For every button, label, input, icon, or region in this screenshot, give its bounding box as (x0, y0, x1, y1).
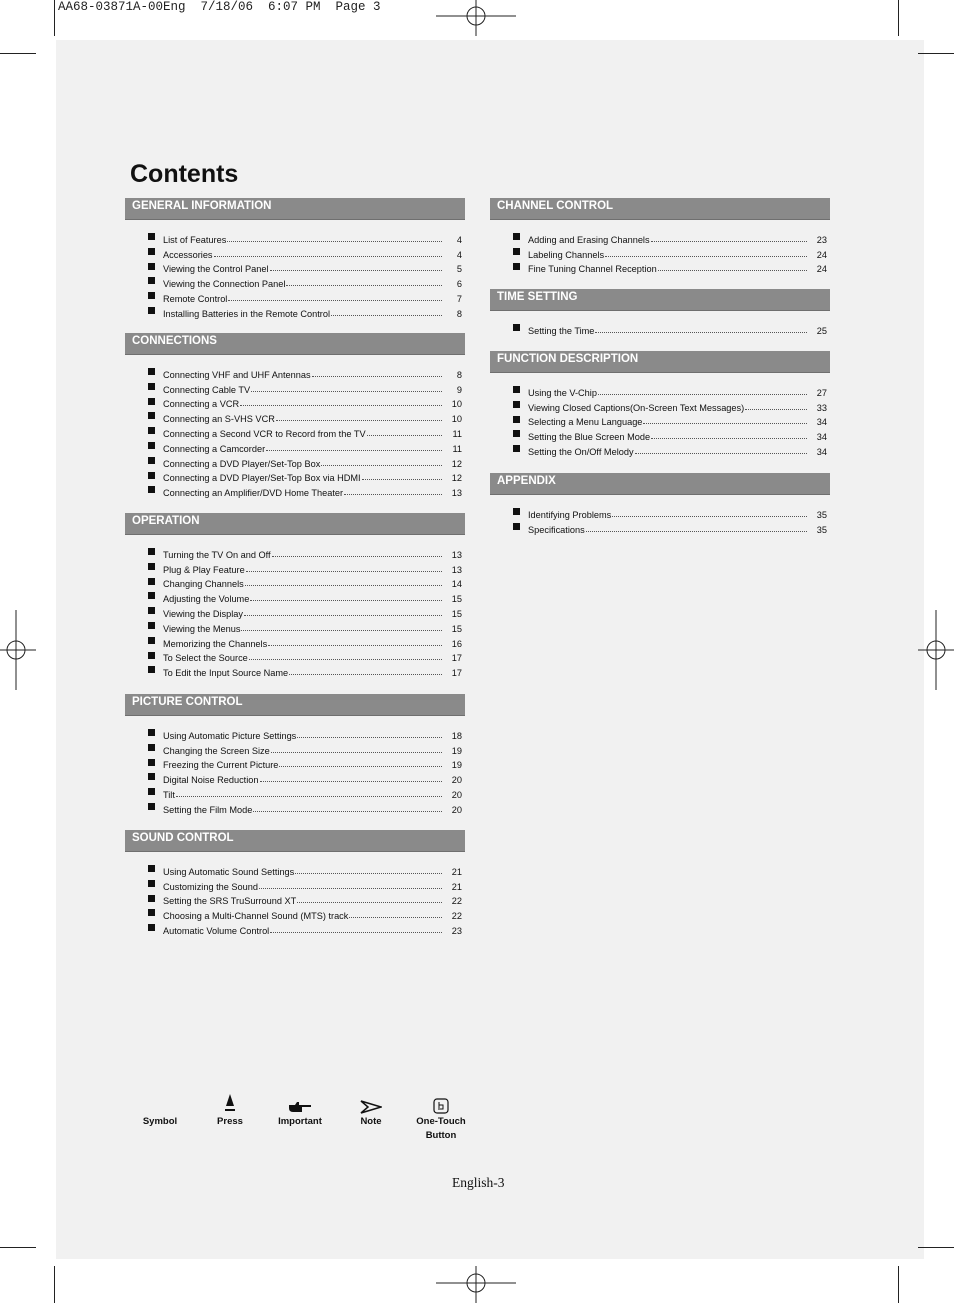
toc-section (490, 473, 830, 535)
toc-entry-page: 4 (456, 249, 462, 260)
toc-entry-page: 19 (451, 745, 462, 756)
toc-entry-page: 7 (456, 293, 462, 304)
dot-leader (249, 659, 442, 660)
dot-leader (240, 405, 442, 406)
dot-leader (241, 630, 442, 631)
dot-leader (651, 438, 807, 439)
toc-list (490, 495, 830, 535)
toc-entry-label: Tilt (163, 789, 175, 800)
toc-entry-label: Adjusting the Volume (163, 594, 250, 605)
toc-section (125, 830, 465, 936)
dot-leader (586, 531, 807, 532)
dot-leader (259, 888, 442, 889)
square-bullet-icon (513, 263, 520, 270)
toc-entry-label: Viewing the Menus (163, 623, 241, 634)
square-bullet-icon (148, 292, 155, 299)
section-heading: SOUND CONTROL (125, 830, 465, 852)
legend-label: Note (360, 1116, 382, 1127)
toc-entry[interactable] (125, 469, 465, 484)
toc-list (490, 220, 830, 274)
arrow-icon (331, 1088, 411, 1114)
toc-entry-label: Connecting a Camcorder (163, 443, 266, 454)
toc-entry[interactable] (125, 545, 465, 560)
dot-leader (595, 332, 807, 333)
toc-entry[interactable] (125, 663, 465, 678)
registration-mark-icon (436, 1266, 516, 1303)
dot-leader (297, 902, 442, 903)
dot-leader (658, 270, 807, 271)
dot-leader (250, 600, 442, 601)
registration-mark-icon (918, 610, 954, 690)
toc-entry[interactable] (125, 424, 465, 439)
toc-entry[interactable] (490, 413, 830, 428)
toc-entry-label: Identifying Problems (528, 509, 612, 520)
toc-entry[interactable] (125, 439, 465, 454)
dot-leader (367, 435, 442, 436)
square-bullet-icon (148, 895, 155, 902)
square-bullet-icon (148, 909, 155, 916)
toc-entry-page: 11 (452, 443, 462, 454)
toc-section (125, 198, 465, 319)
toc-entry[interactable] (125, 289, 465, 304)
toc-entry-label: Using Automatic Picture Settings (163, 730, 297, 741)
square-bullet-icon (148, 729, 155, 736)
toc-entry[interactable] (125, 409, 465, 424)
legend-label: One-Touch (416, 1116, 466, 1127)
toc-entry-label: Selecting a Menu Language (528, 417, 643, 428)
toc-entry[interactable] (490, 383, 830, 398)
toc-entry-label: Setting the Time (528, 325, 595, 336)
dot-leader (321, 465, 442, 466)
toc-entry-label: Remote Control (163, 293, 228, 304)
dot-leader (270, 270, 442, 271)
toc-entry-label: Turning the TV On and Off (163, 549, 271, 560)
toc-entry[interactable] (125, 483, 465, 498)
square-bullet-icon (148, 666, 155, 673)
square-bullet-icon (148, 457, 155, 464)
toc-entry-page: 8 (456, 369, 462, 380)
toc-entry-label: Accessories (163, 249, 213, 260)
section-heading: CONNECTIONS (125, 333, 465, 355)
legend-label: Symbol (142, 1116, 178, 1127)
toc-list (125, 852, 465, 936)
square-bullet-icon (148, 865, 155, 872)
toc-entry[interactable] (125, 230, 465, 245)
toc-entry-page: 21 (451, 881, 462, 892)
square-bullet-icon (148, 307, 155, 314)
toc-entry-label: Connecting an S-VHS VCR (163, 414, 275, 425)
toc-entry-label: Connecting VHF and UHF Antennas (163, 369, 311, 380)
toc-section (490, 351, 830, 457)
crop-mark (54, 0, 55, 36)
dot-leader (279, 766, 442, 767)
toc-entry-page: 22 (451, 911, 462, 922)
toc-entry[interactable] (125, 454, 465, 469)
square-bullet-icon (148, 788, 155, 795)
square-bullet-icon (148, 652, 155, 659)
square-bullet-icon (148, 880, 155, 887)
toc-entry[interactable] (125, 380, 465, 395)
toc-entry-label: Viewing the Display (163, 608, 244, 619)
square-bullet-icon (513, 416, 520, 423)
toc-entry-page: 33 (816, 402, 827, 413)
registration-mark-icon (436, 0, 516, 36)
dot-leader (612, 516, 807, 517)
dot-leader (643, 423, 807, 424)
print-slug: AA68-03871A-00Eng 7/18/06 6:07 PM Page 3 (58, 0, 381, 14)
dot-leader (246, 571, 442, 572)
toc-entry[interactable] (125, 395, 465, 410)
toc-entry[interactable] (125, 741, 465, 756)
dot-leader (228, 300, 442, 301)
toc-list (125, 535, 465, 678)
toc-entry[interactable] (125, 756, 465, 771)
toc-entry[interactable] (125, 649, 465, 664)
square-bullet-icon (148, 368, 155, 375)
toc-entry-page: 20 (451, 789, 462, 800)
toc-entry[interactable] (490, 321, 830, 336)
legend-important (260, 1088, 340, 1128)
dot-leader (635, 453, 807, 454)
toc-entry[interactable] (490, 442, 830, 457)
toc-entry[interactable] (490, 520, 830, 535)
square-bullet-icon (513, 324, 520, 331)
toc-entry-label: Changing Channels (163, 579, 244, 590)
toc-entry-page: 34 (816, 446, 827, 457)
toc-entry-label: Automatic Volume Control (163, 925, 270, 936)
toc-entry-page: 22 (451, 896, 462, 907)
toc-entry-label: Setting the Blue Screen Mode (528, 432, 651, 443)
toc-entry-page: 35 (816, 524, 827, 535)
square-bullet-icon (148, 924, 155, 931)
dot-leader (270, 932, 442, 933)
toc-section (125, 694, 465, 815)
toc-entry-label: Viewing the Connection Panel (163, 279, 286, 290)
square-bullet-icon (513, 248, 520, 255)
dot-leader (331, 315, 442, 316)
toc-entry[interactable] (125, 245, 465, 260)
dot-leader (651, 241, 807, 242)
toc-list (490, 373, 830, 457)
dot-leader (312, 376, 442, 377)
toc-entry-page: 9 (456, 384, 462, 395)
legend-press (190, 1088, 270, 1128)
toc-list (125, 355, 465, 498)
toc-entry[interactable] (490, 427, 830, 442)
toc-list (125, 716, 465, 815)
section-heading: PICTURE CONTROL (125, 694, 465, 716)
toc-entry-page: 34 (816, 417, 827, 428)
toc-entry[interactable] (125, 575, 465, 590)
toc-entry[interactable] (125, 619, 465, 634)
square-bullet-icon (513, 508, 520, 515)
dot-leader (286, 285, 442, 286)
toc-entry-label: Fine Tuning Channel Reception (528, 264, 657, 275)
toc-entry[interactable] (125, 589, 465, 604)
dot-leader (297, 737, 442, 738)
square-bullet-icon (148, 548, 155, 555)
toc-list (125, 220, 465, 319)
dot-leader (266, 450, 442, 451)
toc-entry-page: 11 (452, 428, 462, 439)
toc-entry-label: Customizing the Sound (163, 881, 258, 892)
toc-entry-label: List of Features (163, 234, 227, 245)
square-bullet-icon (513, 445, 520, 452)
toc-entry-label: Adding and Erasing Channels (528, 234, 650, 245)
dot-leader (745, 409, 807, 410)
toc-entry-label: Installing Batteries in the Remote Control (163, 308, 330, 319)
square-bullet-icon (148, 442, 155, 449)
section-heading: TIME SETTING (490, 289, 830, 311)
toc-entry-page: 10 (451, 414, 462, 425)
toc-entry-page: 4 (456, 234, 462, 245)
toc-entry[interactable] (125, 365, 465, 380)
toc-entry-label: Digital Noise Reduction (163, 775, 259, 786)
toc-entry[interactable] (125, 560, 465, 575)
square-bullet-icon (148, 412, 155, 419)
registration-mark-icon (0, 610, 36, 690)
square-bullet-icon (513, 523, 520, 530)
toc-entry-label: Connecting Cable TV (163, 384, 251, 395)
square-bullet-icon (148, 277, 155, 284)
square-bullet-icon (148, 637, 155, 644)
square-bullet-icon (148, 486, 155, 493)
square-bullet-icon (148, 563, 155, 570)
toc-entry-label: Using Automatic Sound Settings (163, 866, 295, 877)
toc-entry-page: 20 (451, 775, 462, 786)
press-icon (190, 1088, 270, 1114)
pointing-hand-icon (260, 1088, 340, 1114)
toc-entry-page: 12 (451, 473, 462, 484)
crop-mark (918, 1247, 954, 1248)
toc-entry-page: 15 (451, 608, 462, 619)
dot-leader (349, 917, 442, 918)
toc-entry[interactable] (490, 245, 830, 260)
square-bullet-icon (148, 427, 155, 434)
toc-entry[interactable] (125, 921, 465, 936)
toc-entry-page: 17 (451, 653, 462, 664)
square-bullet-icon (148, 759, 155, 766)
toc-entry-label: To Select the Source (163, 653, 248, 664)
toc-entry-label: Viewing Closed Captions(On-Screen Text Messages) (528, 402, 745, 413)
page-footer: English-3 (452, 1175, 505, 1190)
crop-mark (918, 53, 954, 54)
toc-entry-label: Connecting a DVD Player/Set-Top Box via HDMI (163, 473, 361, 484)
toc-entry-page: 5 (456, 264, 462, 275)
square-bullet-icon (148, 233, 155, 240)
dot-leader (276, 420, 442, 421)
dot-leader (362, 479, 442, 480)
one-touch-button-icon (401, 1088, 481, 1114)
dot-leader (272, 556, 442, 557)
dot-leader (295, 873, 442, 874)
dot-leader (245, 585, 442, 586)
dot-leader (253, 811, 442, 812)
square-bullet-icon (513, 430, 520, 437)
dot-leader (289, 674, 442, 675)
toc-entry-page: 23 (451, 925, 462, 936)
toc-entry[interactable] (125, 304, 465, 319)
toc-entry-label: Plug & Play Feature (163, 564, 245, 575)
crop-mark (0, 53, 36, 54)
toc-entry[interactable] (125, 785, 465, 800)
toc-entry-label: Choosing a Multi-Channel Sound (MTS) track (163, 911, 349, 922)
toc-section (125, 513, 465, 678)
toc-entry-page: 21 (451, 866, 462, 877)
toc-entry[interactable] (125, 906, 465, 921)
square-bullet-icon (148, 607, 155, 614)
toc-list (490, 311, 830, 336)
section-heading: GENERAL INFORMATION (125, 198, 465, 220)
toc-entry-page: 18 (451, 730, 462, 741)
toc-entry[interactable] (125, 800, 465, 815)
symbol-header-icon (120, 1088, 200, 1114)
toc-entry[interactable] (490, 230, 830, 245)
legend-label-line2: Button (425, 1130, 457, 1141)
toc-section (125, 333, 465, 498)
toc-entry-page: 14 (451, 579, 462, 590)
toc-entry-label: To Edit the Input Source Name (163, 668, 289, 679)
toc-entry[interactable] (125, 770, 465, 785)
crop-mark (898, 1266, 899, 1303)
square-bullet-icon (513, 233, 520, 240)
dot-leader (598, 394, 807, 395)
toc-entry-page: 27 (816, 387, 827, 398)
square-bullet-icon (148, 773, 155, 780)
square-bullet-icon (148, 472, 155, 479)
toc-entry-label: Connecting a VCR (163, 399, 240, 410)
toc-entry-page: 23 (816, 234, 827, 245)
dot-leader (268, 645, 442, 646)
toc-entry-label: Setting the On/Off Melody (528, 446, 634, 457)
square-bullet-icon (148, 383, 155, 390)
toc-entry-page: 13 (451, 488, 462, 499)
toc-entry-label: Freezing the Current Picture (163, 760, 279, 771)
toc-entry-page: 13 (451, 549, 462, 560)
toc-entry-page: 35 (816, 509, 827, 520)
page-title: Contents (130, 160, 239, 188)
square-bullet-icon (148, 592, 155, 599)
dot-leader (227, 241, 442, 242)
square-bullet-icon (148, 803, 155, 810)
dot-leader (260, 781, 443, 782)
toc-entry-label: Connecting a DVD Player/Set-Top Box (163, 458, 321, 469)
dot-leader (344, 494, 442, 495)
toc-entry[interactable] (125, 877, 465, 892)
toc-entry-label: Setting the Film Mode (163, 804, 253, 815)
square-bullet-icon (148, 622, 155, 629)
toc-entry-label: Specifications (528, 524, 585, 535)
legend-note (331, 1088, 411, 1128)
toc-entry-page: 12 (451, 458, 462, 469)
dot-leader (214, 256, 442, 257)
toc-section (490, 289, 830, 336)
square-bullet-icon (513, 386, 520, 393)
toc-entry-page: 25 (816, 325, 827, 336)
legend-label: Important (278, 1116, 322, 1127)
legend-one-touch (401, 1088, 481, 1142)
toc-entry-label: Connecting a Second VCR to Record from the TV (163, 428, 366, 439)
toc-entry-page: 15 (451, 594, 462, 605)
section-heading: CHANNEL CONTROL (490, 198, 830, 220)
toc-entry-label: Connecting an Amplifier/DVD Home Theater (163, 488, 344, 499)
toc-entry-page: 17 (451, 668, 462, 679)
toc-entry[interactable] (125, 604, 465, 619)
toc-entry-label: Memorizing the Channels (163, 638, 268, 649)
section-heading: OPERATION (125, 513, 465, 535)
toc-entry-page: 19 (451, 760, 462, 771)
toc-entry-label: Viewing the Control Panel (163, 264, 269, 275)
dot-leader (244, 615, 442, 616)
toc-entry-page: 24 (816, 264, 827, 275)
toc-entry-label: Changing the Screen Size (163, 745, 270, 756)
crop-mark (898, 0, 899, 36)
square-bullet-icon (148, 263, 155, 270)
crop-mark (0, 1247, 36, 1248)
dot-leader (176, 796, 442, 797)
square-bullet-icon (513, 401, 520, 408)
toc-entry[interactable] (125, 274, 465, 289)
square-bullet-icon (148, 248, 155, 255)
dot-leader (605, 256, 807, 257)
toc-entry-page: 16 (451, 638, 462, 649)
toc-entry-page: 6 (456, 279, 462, 290)
crop-mark (54, 1266, 55, 1303)
dot-leader (271, 752, 442, 753)
section-heading: APPENDIX (490, 473, 830, 495)
toc-entry-page: 24 (816, 249, 827, 260)
legend-label: Press (217, 1116, 243, 1127)
toc-entry[interactable] (125, 862, 465, 877)
square-bullet-icon (148, 744, 155, 751)
toc-entry-label: Labeling Channels (528, 249, 605, 260)
toc-entry-page: 13 (451, 564, 462, 575)
toc-entry-label: Setting the SRS TruSurround XT (163, 896, 297, 907)
toc-section (490, 198, 830, 274)
toc-entry-label: Using the V-Chip (528, 387, 597, 398)
toc-entry-page: 8 (456, 308, 462, 319)
toc-entry-page: 10 (451, 399, 462, 410)
toc-entry-page: 34 (816, 432, 827, 443)
toc-entry[interactable] (490, 260, 830, 275)
square-bullet-icon (148, 578, 155, 585)
toc-entry[interactable] (125, 634, 465, 649)
toc-entry[interactable] (125, 260, 465, 275)
dot-leader (251, 391, 442, 392)
section-heading: FUNCTION DESCRIPTION (490, 351, 830, 373)
square-bullet-icon (148, 398, 155, 405)
toc-entry[interactable] (490, 398, 830, 413)
toc-entry-page: 20 (451, 804, 462, 815)
toc-entry-page: 15 (451, 623, 462, 634)
toc-entry[interactable] (125, 726, 465, 741)
toc-entry[interactable] (490, 505, 830, 520)
legend-symbol (120, 1088, 200, 1128)
toc-entry[interactable] (125, 892, 465, 907)
